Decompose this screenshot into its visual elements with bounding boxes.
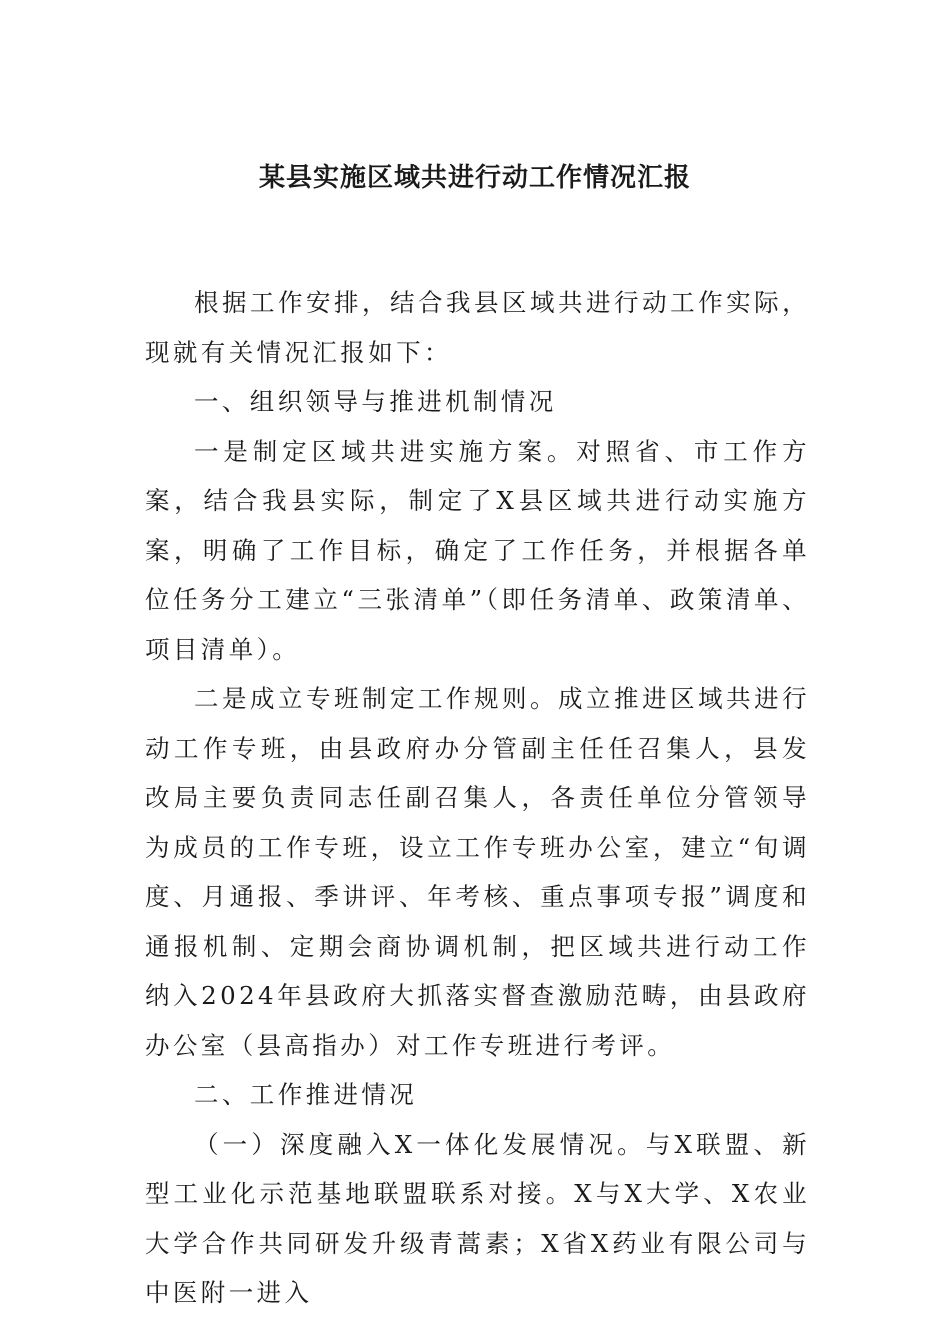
paragraph-working-group: 二是成立专班制定工作规则。成立推进区域共进行动工作专班，由县政府办分管副主任任召集人，县发改局主要负责同志任副召集人，各责任单位分管领导为成员的工作专班，设立工作专班办公室，建立“旬调度、月通报、季讲评、年考核、重点事项专报”调度和通报机制、定期会商协调机制，把区域共进行动工作纳入2024年县政府大抓落实督查激励范畴，由县政府办公室（县高指办）对工作专班进行考评。 — [145, 684, 810, 1060]
paragraph-implementation-plan: 一是制定区域共进实施方案。对照省、市工作方案，结合我县实际，制定了X县区域共进行动实施方案，明确了工作目标，确定了工作任务，并根据各单位任务分工建立“三张清单”（即任务清单、政策清单、项目清单）。 — [145, 436, 810, 664]
paragraph-integration-development: （一）深度融入X一体化发展情况。与X联盟、新型工业化示范基地联盟联系对接。X与X大学、X农业大学合作共同研发升级青蒿素；X省X药业有限公司与中医附一进入 — [145, 1129, 810, 1307]
section-heading-progress: 二、工作推进情况 — [194, 1080, 418, 1109]
document-title: 某县实施区域共进行动工作情况汇报 — [258, 163, 691, 193]
section-heading-organization: 一、组织领导与推进机制情况 — [194, 387, 557, 416]
document-body — [145, 278, 810, 1318]
intro-paragraph: 根据工作安排，结合我县区域共进行动工作实际，现就有关情况汇报如下： — [145, 288, 810, 367]
